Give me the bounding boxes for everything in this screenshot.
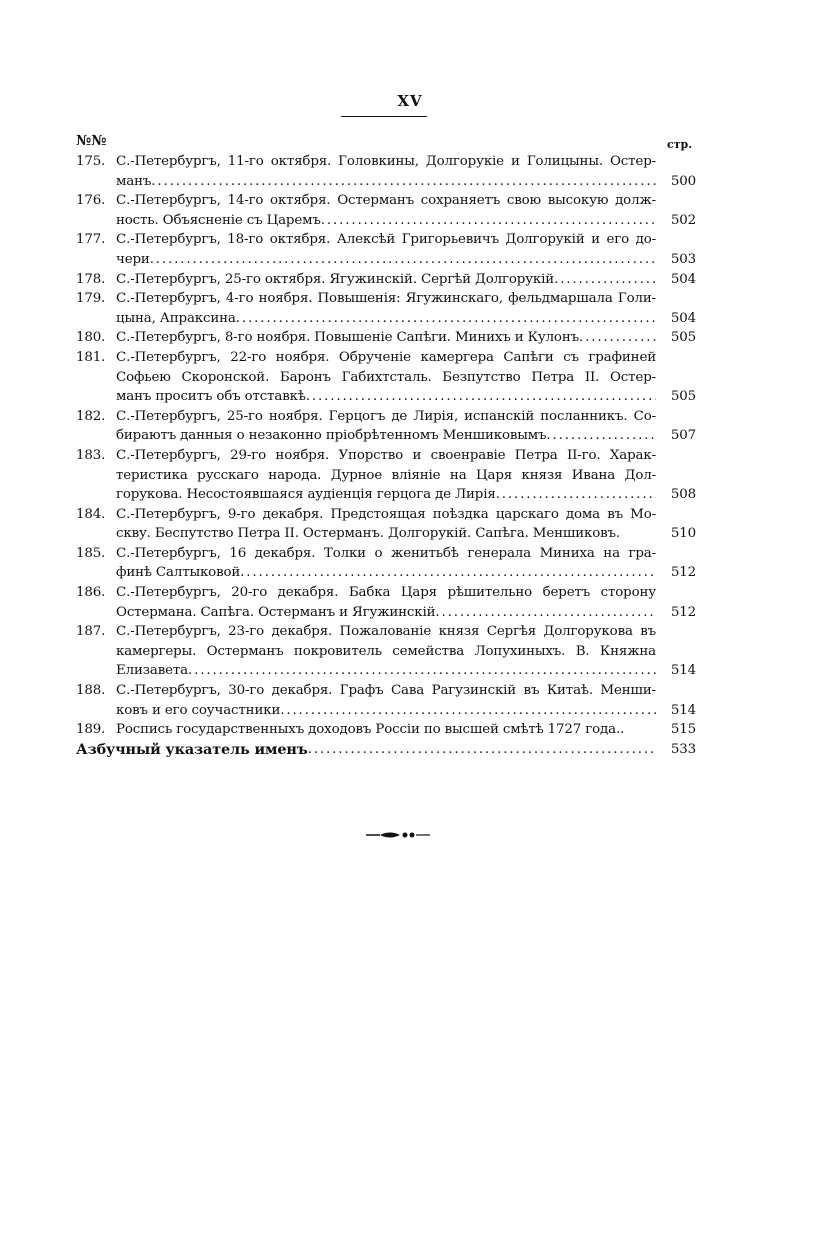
entry-leader-line [116,211,656,231]
entry-number: 181. [76,349,106,365]
index-page-number: 533 [670,741,696,757]
dot-leader [579,328,656,348]
entry-text-line: С.-Петербургъ, 14-го октября. Остерманъ сохраняетъ свою высокую долж- [116,193,656,209]
end-ornament [366,829,430,841]
entry-text-line: С.-Петербургъ, 23-го декабря. Пожалованіе князя Сергѣя Долгорукова въ [116,624,656,640]
dot-leader [280,701,656,721]
entry-text-line: Роспись государственныхъ доходовъ Россіи по высшей смѣтѣ 1727 года.. [116,722,625,738]
entry-leader-line [116,563,656,583]
toc-entry [76,191,696,230]
entry-text-line: цына, Апраксина [116,310,236,326]
dot-leader [308,740,656,760]
entry-number: 185. [76,545,106,561]
toc-entry [76,230,696,269]
entry-text-line: Остермана. Сапѣга. Остерманъ и Ягужинскій [116,604,436,620]
entry-number: 188. [76,683,106,699]
entry-page-number: 514 [670,702,696,718]
table-of-contents [76,152,696,759]
entry-text-line: С.-Петербургъ, 8-го ноября. Повышеніе Сапѣги. Минихъ и Кулонъ [116,330,579,346]
entry-number: 176. [76,193,106,209]
entry-page-number: 515 [670,722,696,738]
column-header-number: №№ [76,133,107,149]
entry-text-line: теристика русскаго народа. Дурное вліяніе на Царя князя Ивана Дол- [116,467,656,483]
entry-text-line: горукова. Несостоявшаяся аудіенція герцога де Лирія [116,487,496,503]
toc-entry [76,622,696,681]
entry-text-line: С.-Петербургъ, 9-го декабря. Предстоящая поѣздка царскаго дома въ Мо- [116,506,656,522]
toc-entry [76,681,696,720]
entry-leader-line [116,701,656,721]
entry-page-number: 504 [670,310,696,326]
dot-leader [554,270,656,290]
entry-text-line: С.-Петербургъ, 4-го ноября. Повышенія: Ягужинскаго, фельдмаршала Голи- [116,291,656,307]
entry-text-line: бираютъ данныя о незаконно пріобрѣтенномъ Меншиковымъ [116,428,547,444]
entry-text-line: С.-Петербургъ, 22-го ноября. Обрученіе камергера Сапѣги съ графиней [116,349,656,365]
entry-text-line: С.-Петербургъ, 20-го декабря. Бабка Царя рѣшительно беретъ сторону [116,585,656,601]
dot-leader [435,603,656,623]
entry-text-line: манъ [116,173,152,189]
dot-leader [150,250,656,270]
entry-number: 184. [76,506,106,522]
entry-text-line: ковъ и его соучастники [116,702,281,718]
entry-page-number: 514 [670,663,696,679]
entry-number: 180. [76,330,106,346]
entry-text-line: С.-Петербургъ, 29-го ноября. Упорство и своенравіе Петра II-го. Харак- [116,447,656,463]
entry-page-number: 503 [670,251,696,267]
toc-entry [76,446,696,505]
entry-number: 189. [76,722,106,738]
dot-leader [496,485,656,505]
entry-page-number: 505 [670,389,696,405]
dot-leader [188,661,656,681]
entry-text-line: С.-Петербургъ, 11-го октября. Головкины, Долгорукіе и Голицыны. Остер- [116,154,656,169]
toc-entry [76,583,696,622]
entry-number: 183. [76,447,106,463]
dot-leader [321,211,656,231]
header-rule [341,116,427,117]
entry-text-line: манъ проситъ объ отставкѣ [116,389,306,405]
entry-leader-line [116,426,656,446]
entry-leader-line [116,387,656,407]
entry-leader-line [116,270,656,290]
entry-leader-line [116,250,656,270]
entry-leader-line [116,603,656,623]
entry-text-line: С.-Петербургъ, 25-го ноября. Герцогъ де Лирія, испанскій посланникъ. Со- [116,408,656,424]
entry-text-line: Елизавета [116,663,188,679]
toc-entry [76,348,696,407]
entry-page-number: 507 [670,428,696,444]
dot-leader [151,172,656,192]
entry-text-line: ность. Объясненіе съ Царемъ [116,212,321,228]
entry-leader-line [116,172,656,192]
dot-leader [546,426,656,446]
toc-entry [76,720,696,740]
entry-leader-line [116,720,656,740]
toc-entry [76,544,696,583]
entry-text-line: Софьею Скоронской. Баронъ Габихтсталь. Безпутство Петра II. Остер- [116,369,656,385]
entry-page-number: 512 [670,565,696,581]
entry-leader-line [116,524,656,544]
entry-number: 177. [76,232,106,248]
entry-number: 179. [76,291,106,307]
toc-entry [76,270,696,290]
index-leader [76,740,656,760]
entry-page-number: 500 [670,173,696,189]
entry-text-line: финѣ Салтыковой [116,565,241,581]
entry-leader-line [116,485,656,505]
dot-leader [236,309,656,329]
toc-entry [76,407,696,446]
entry-page-number: 510 [670,526,696,542]
entry-text-line: чери [116,251,150,267]
toc-entry [76,505,696,544]
index-label: Азбучный указатель именъ [76,740,308,758]
toc-entry [76,328,696,348]
entry-page-number: 508 [670,487,696,503]
entry-leader-line [116,309,656,329]
dot-leader [306,387,656,407]
index-entry [76,740,696,760]
entry-number: 178. [76,271,106,287]
entry-number: 175. [76,154,106,169]
entry-text-line: С.-Петербургъ, 25-го октября. Ягужинскій. Сергѣй Долгорукій [116,271,555,287]
entry-text-line: С.-Петербургъ, 18-го октября. Алексѣй Григорьевичъ Долгорукій и его до- [116,232,656,248]
entry-number: 187. [76,624,106,640]
entry-text-line: скву. Беспутство Петра II. Остерманъ. Долгорукій. Сапѣга. Меншиковъ. [116,526,620,542]
entry-text-line: камергеры. Остерманъ покровитель семейства Лопухиныхъ. В. Княжна [116,643,656,659]
entry-leader-line [116,328,656,348]
entry-text-line: С.-Петербургъ, 30-го декабря. Графъ Сава Рагузинскій въ Китаѣ. Менши- [116,683,656,699]
toc-entries [76,152,696,740]
column-header-page: стр. [667,138,693,151]
entry-number: 186. [76,585,106,601]
toc-entry [76,289,696,328]
page-number: XV [397,92,423,110]
dot-leader [240,563,656,583]
entry-page-number: 505 [670,330,696,346]
entry-page-number: 502 [670,212,696,228]
entry-text-line: С.-Петербургъ, 16 декабря. Толки о женитьбѣ генерала Миниха на гра- [116,545,656,561]
entry-leader-line [116,661,656,681]
entry-number: 182. [76,408,106,424]
entry-page-number: 504 [670,271,696,287]
toc-entry [76,152,696,191]
entry-page-number: 512 [670,604,696,620]
